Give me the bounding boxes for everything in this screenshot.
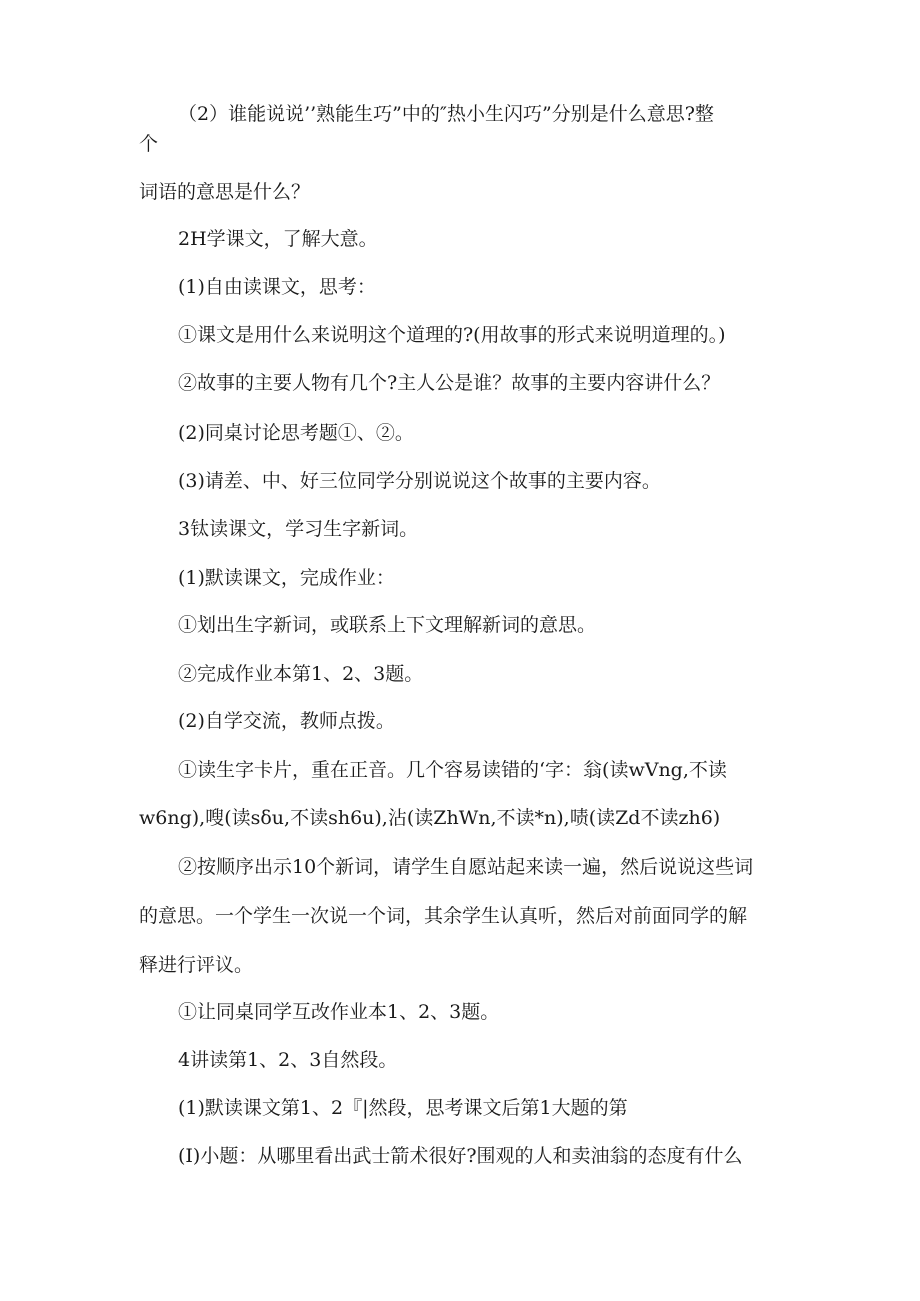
- text-line: ②故事的主要人物有几个?主人公是谁？故事的主要内容讲什么？: [178, 372, 721, 394]
- text-line: ②按顺序出示10个新词，请学生自愿站起来读一遍，然后说说这些词: [178, 856, 754, 878]
- text-line: 4讲读第1、2、3自然段。: [178, 1049, 398, 1071]
- text-line: ②完成作业本第1、2、3题。: [178, 663, 424, 685]
- text-line: (2)同桌讨论思考题①、②。: [178, 422, 414, 444]
- text-line: 的意思。一个学生一次说一个词，其余学生认真听，然后对前面同学的解: [139, 905, 748, 927]
- text-line: w6ng),嗖(读sδu,不读sh6u),沾(读ZhWn,不读*n),啧(读Zd不读zh6): [139, 807, 721, 829]
- text-line: ①课文是用什么来说明这个道理的?(用故事的形式来说明道理的。): [178, 324, 726, 346]
- text-line: ①划出生字新词，或联系上下文理解新词的意思。: [178, 614, 597, 636]
- text-line: 释进行评议。: [139, 954, 254, 976]
- text-line: 词语的意思是什么？: [139, 181, 311, 203]
- text-line: 2H学课文，了解大意。: [178, 228, 378, 250]
- text-line: (I)小题：从哪里看出武士箭术很好?围观的人和卖油翁的态度有什么: [178, 1145, 743, 1167]
- text-line: ①读生字卡片，重在正音。几个容易读错的‘字：翁(读wVng,不读: [178, 759, 727, 781]
- text-line: （2）谁能说说’’熟能生巧”中的″热小生闪巧”分别是什么意思?整: [178, 103, 714, 125]
- text-line: (2)自学交流，教师点拨。: [178, 710, 395, 732]
- text-line: (1)自由读课文，思考：: [178, 276, 376, 298]
- text-line: (1)默读课文第1、2『|然段，思考课文后第1大题的第: [178, 1097, 628, 1119]
- text-line: (3)请差、中、好三位同学分别说说这个故事的主要内容。: [178, 470, 661, 492]
- text-line: 个: [139, 133, 159, 155]
- text-line: (1)默读课文，完成作业：: [178, 567, 395, 589]
- text-line: 3钛读课文，学习生字新词。: [178, 518, 419, 540]
- text-line: ①让同桌同学互改作业本1、2、3题。: [178, 1001, 500, 1023]
